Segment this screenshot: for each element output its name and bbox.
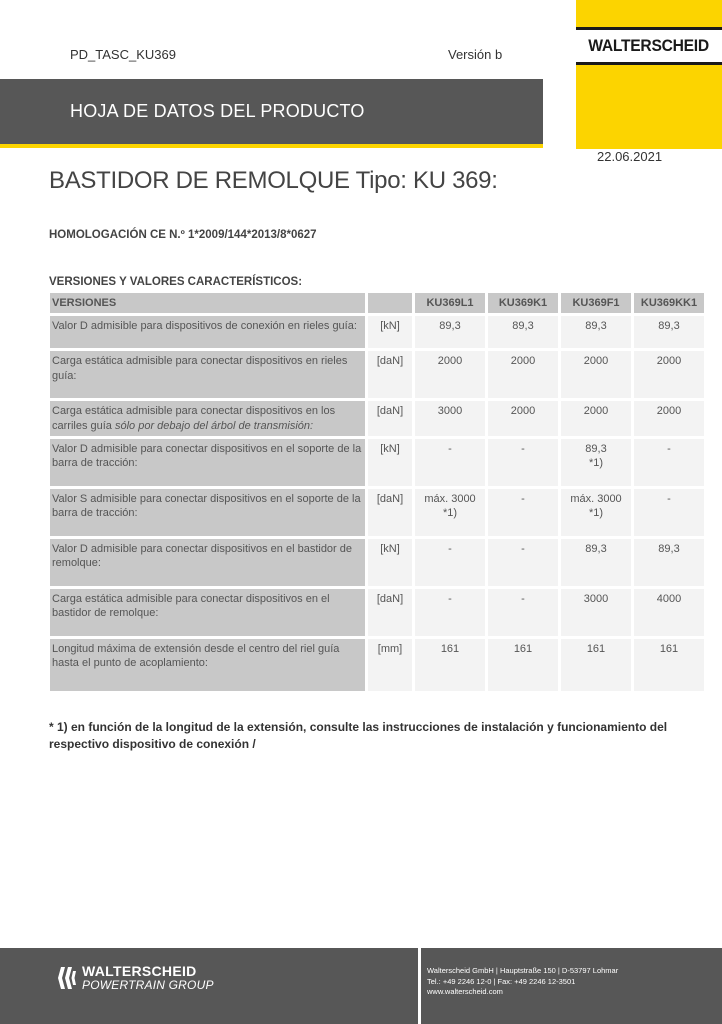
cell-value: - bbox=[488, 539, 558, 586]
cell-value: 89,3 bbox=[561, 539, 631, 586]
row-label bbox=[50, 439, 365, 486]
cell-value: 3000 bbox=[561, 589, 631, 636]
cell-value: 89,3 bbox=[415, 316, 485, 348]
header-yellow-stripe bbox=[0, 144, 543, 148]
table-header-unit bbox=[368, 293, 412, 313]
cell-value: - bbox=[634, 489, 704, 536]
cell-value: 4000 bbox=[634, 589, 704, 636]
footer-contact bbox=[427, 966, 618, 998]
footer-phone: Tel.: +49 2246 12-0 | Fax: +49 2246 12-3501 bbox=[427, 976, 576, 986]
footer-website: www.walterscheid.com bbox=[427, 987, 503, 996]
cell-value: 2000 bbox=[488, 401, 558, 436]
row-label bbox=[50, 489, 365, 536]
brand-yellow-block bbox=[576, 0, 722, 149]
header-band-title: HOJA DE DATOS DEL PRODUCTO bbox=[70, 101, 365, 121]
walterscheid-mark-icon bbox=[58, 965, 76, 991]
version-header: KU369KK1 bbox=[634, 293, 704, 313]
cell-value: máx. 3000 *1) bbox=[415, 489, 485, 536]
row-unit: [mm] bbox=[368, 639, 412, 691]
cell-value: - bbox=[488, 439, 558, 486]
table-row bbox=[50, 639, 704, 691]
cell-value: máx. 3000 *1) bbox=[561, 489, 631, 536]
cell-value: 89,3 bbox=[488, 316, 558, 348]
row-label bbox=[50, 401, 365, 436]
row-unit: [kN] bbox=[368, 316, 412, 348]
footer-address: Walterscheid GmbH | Hauptstraße 150 | D-53797 Lohmar bbox=[427, 966, 619, 975]
cell-value: 89,3 *1) bbox=[561, 439, 631, 486]
row-unit: [daN] bbox=[368, 489, 412, 536]
cell-value: 2000 bbox=[415, 351, 485, 398]
cell-value: 161 bbox=[415, 639, 485, 691]
row-unit: [daN] bbox=[368, 351, 412, 398]
cell-value: 89,3 bbox=[561, 316, 631, 348]
table-row bbox=[50, 401, 704, 436]
cell-value: - bbox=[415, 539, 485, 586]
page-title: BASTIDOR DE REMOLQUE Tipo: KU 369: bbox=[49, 167, 498, 194]
row-label-text: Longitud máxima de extensión desde el centro del riel guía hasta el punto de acoplamiento: bbox=[52, 642, 340, 670]
document-id: PD_TASC_KU369 bbox=[70, 47, 176, 62]
row-label bbox=[50, 316, 365, 348]
row-label bbox=[50, 589, 365, 636]
table-header-label: VERSIONES bbox=[50, 293, 365, 313]
cell-value: 89,3 bbox=[634, 316, 704, 348]
cell-value: 161 bbox=[634, 639, 704, 691]
cell-value: - bbox=[415, 439, 485, 486]
table-row bbox=[50, 539, 704, 586]
footer-logo bbox=[58, 963, 214, 992]
cell-value: - bbox=[415, 589, 485, 636]
cell-value: 2000 bbox=[634, 401, 704, 436]
row-label-text: Valor D admisible para conectar dispositivos en el bastidor de remolque: bbox=[52, 542, 353, 570]
row-label bbox=[50, 639, 365, 691]
row-label-text: Carga estática admisible para conectar dispositivos en rieles guía: bbox=[52, 355, 348, 382]
versions-table bbox=[47, 290, 707, 694]
cell-value: 161 bbox=[561, 639, 631, 691]
walterscheid-logo bbox=[576, 27, 722, 65]
table-row bbox=[50, 316, 704, 348]
row-unit: [kN] bbox=[368, 539, 412, 586]
cell-value: - bbox=[488, 489, 558, 536]
row-label-italic: sólo por debajo del árbol de transmisión: bbox=[114, 419, 314, 432]
row-label-text: Valor D admisible para conectar dispositivos en el soporte de la barra de tracción: bbox=[52, 442, 362, 470]
table-row bbox=[50, 351, 704, 398]
logo-text: WALTERSCHEID bbox=[588, 36, 710, 55]
row-unit: [kN] bbox=[368, 439, 412, 486]
cell-value: 2000 bbox=[634, 351, 704, 398]
homologation-number: HOMOLOGACIÓN CE N.º 1*2009/144*2013/8*0627 bbox=[49, 229, 317, 241]
table-header-row bbox=[50, 293, 704, 313]
document-date: 22.06.2021 bbox=[597, 149, 663, 164]
cell-value: 3000 bbox=[415, 401, 485, 436]
row-label-text: Valor S admisible para conectar dispositivos en el soporte de la barra de tracción: bbox=[52, 492, 361, 520]
row-label-text: Valor D admisible para dispositivos de conexión en rieles guía: bbox=[52, 320, 357, 333]
cell-value: - bbox=[634, 439, 704, 486]
section-title: VERSIONES Y VALORES CARACTERÍSTICOS: bbox=[49, 276, 303, 288]
cell-value: 89,3 bbox=[634, 539, 704, 586]
footer-brand-group: POWERTRAIN GROUP bbox=[82, 978, 214, 992]
footer-brand-name: WALTERSCHEID bbox=[82, 963, 197, 979]
row-label bbox=[50, 539, 365, 586]
row-unit: [daN] bbox=[368, 589, 412, 636]
version-header: KU369F1 bbox=[561, 293, 631, 313]
version-header: KU369K1 bbox=[488, 293, 558, 313]
row-label-text: Carga estática admisible para conectar dispositivos en el bastidor de remolque: bbox=[52, 592, 330, 620]
cell-value: 161 bbox=[488, 639, 558, 691]
table-row bbox=[50, 439, 704, 486]
row-unit: [daN] bbox=[368, 401, 412, 436]
cell-value: 2000 bbox=[561, 351, 631, 398]
row-label bbox=[50, 351, 365, 398]
version-header: KU369L1 bbox=[415, 293, 485, 313]
cell-value: 2000 bbox=[561, 401, 631, 436]
table-row bbox=[50, 589, 704, 636]
cell-value: 2000 bbox=[488, 351, 558, 398]
table-row bbox=[50, 489, 704, 536]
footnote: * 1) en función de la longitud de la extensión, consulte las instrucciones de instalación y funcionamiento del respectivo dispositivo de conexión / bbox=[49, 720, 668, 752]
document-version: Versión b bbox=[448, 47, 503, 62]
cell-value: - bbox=[488, 589, 558, 636]
row-label-text: Carga estática admisible para conectar dispositivos en los carriles guía bbox=[52, 405, 336, 432]
